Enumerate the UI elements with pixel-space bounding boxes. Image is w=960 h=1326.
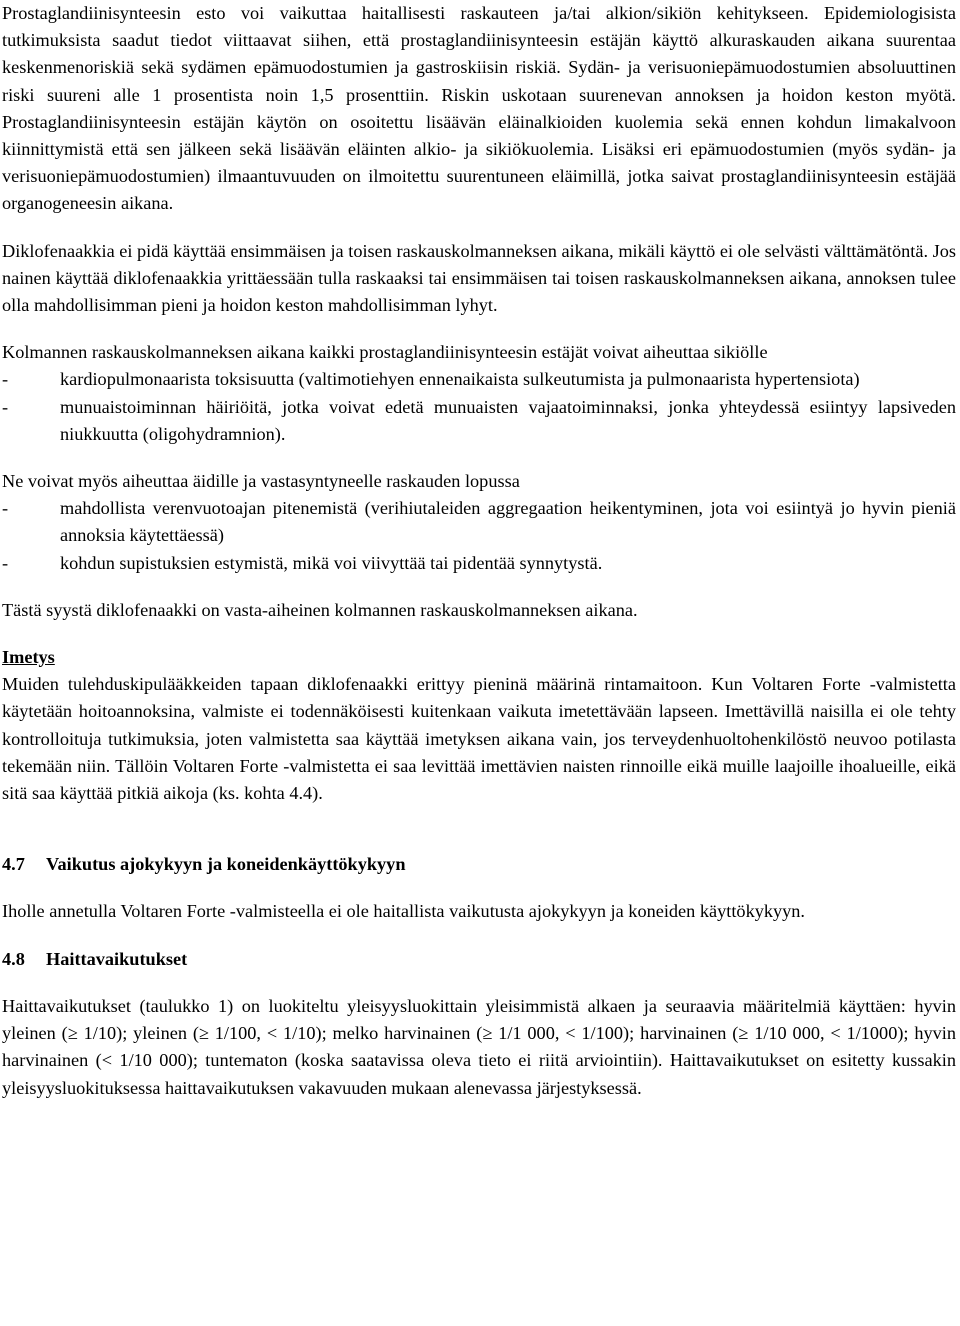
list-item-text: kardiopulmonaarista toksisuutta (valtimotiehyen ennenaikaista sulkeutumista ja pulmonaarista hypertensiota) [60,369,860,390]
first-second-trimester-paragraph: Diklofenaakkia ei pidä käyttää ensimmäisen ja toisen raskauskolmanneksen aikana, mikäli käyttö ei ole selvästi välttämätöntä. Jos nainen käyttää diklofenaakkia yrittäessään tulla raskaaksi tai ensimmäisen tai toisen raskauskolmanneksen aikana, annoksen tulee olla mahdollisimman pieni ja hoidon keston mahdollisimman lyhyt. [2,240,956,316]
section-number: 4.8 [2,948,25,969]
fetal-risk-list [2,366,956,448]
spacer [2,319,956,339]
list-dash: - [2,498,9,519]
pregnancy-paragraph: Prostaglandiinisynteesin esto voi vaikuttaa haitallisesti raskauteen ja/tai alkion/sikiön kehitykseen. Epidemiologisista tutkimuksista saadut tiedot viittaavat siihen, että prostaglandiinisynteesin estäjän käyttö alkuraskauden aikana suurentaa keskenmenoriskiä sekä sydämen epämuodostumien ja gastroskiisin riskiä. Sydän- ja verisuoniepämuodostumien absoluuttinen riski suureni alle 1 prosentista noin 1,5 prosenttiin. Riskin uskotaan suurenevan annoksen ja hoidon keston myötä. Prostaglandiinisynteesin estäjän käytön on osoitettu lisäävän eläinalkioiden kuolemia sekä ennen kohdun limakalvoon kiinnittymistä että sen jälkeen sekä lisäävän eläinten alkio- ja sikiökuolemia. Lisäksi eri epämuodostumien (myös sydän- ja verisuoniepämuodostumien) ilmaantuvuuden on ilmoitettu suurentuneen eläimillä, jotka saivat prostaglandiinisynteesin estäjää organogeneesin aikana. [2,3,956,214]
spacer [2,973,956,993]
section-4-7-heading [2,851,956,878]
breastfeeding-heading: Imetys [2,647,55,668]
list-item [2,495,956,549]
list-item [2,366,956,393]
list-dash: - [2,369,9,390]
driving-paragraph: Iholle annetulla Voltaren Forte -valmisteella ei ole haitallista vaikutusta ajokykyyn ja koneiden käyttökykyyn. [2,901,805,922]
list-item [2,394,956,448]
mother-newborn-intro: Ne voivat myös aiheuttaa äidille ja vastasyntyneelle raskauden lopussa [2,471,520,492]
spacer [2,926,956,946]
breastfeeding-paragraph: Muiden tulehduskipulääkkeiden tapaan diklofenaakki erittyy pieninä määrinä rintamaitoon. Kun Voltaren Forte -valmistetta käytetään hoitoannoksina, valmiste ei todennäköisesti kuitenkaan vaikuta imetettävään lapseen. Imettävillä naisilla ei ole tehty kontrolloituja tutkimuksia, joten valmistetta saa käyttää imetyksen aikana vain, jos terveydenhuoltohenkilöstö neuvoo potilasta tekemään niin. Tällöin Voltaren Forte -valmistetta ei saa levittää imettävien naisten rinnoille eikä muille laajoille ihoalueille, eikä sitä saa käyttää pitkiä aikoja (ks. kohta 4.4). [2,674,956,804]
list-item-text: kohdun supistuksien estymistä, mikä voi viivyttää tai pidentää synnytystä. [60,552,603,573]
section-title: Haittavaikutukset [46,948,188,969]
section-title: Vaikutus ajokykyyn ja koneidenkäyttökykyyn [46,854,406,875]
contraindication-paragraph: Tästä syystä diklofenaakki on vasta-aiheinen kolmannen raskauskolmanneksen aikana. [2,599,638,620]
list-dash: - [2,396,9,417]
list-item [2,550,956,577]
list-item-text: munuaistoiminnan häiriöitä, jotka voivat edetä munuaisten vajaatoiminnaksi, jonka yhteydessä esiintyy lapsiveden niukkuutta (oligohydramnion). [60,396,956,444]
section-4-8-heading [2,946,956,973]
spacer [2,218,956,238]
spacer [2,448,956,468]
third-trimester-intro: Kolmannen raskauskolmanneksen aikana kaikki prostaglandiinisynteesin estäjät voivat aiheuttaa sikiölle [2,342,768,363]
list-item-text: mahdollista verenvuotoajan pitenemistä (verihiutaleiden aggregaation heikentyminen, jota voi esiintyä jo hyvin pieniä annoksia käytettäessä) [60,498,956,546]
list-dash: - [2,552,9,573]
adverse-effects-paragraph: Haittavaikutukset (taulukko 1) on luokiteltu yleisyysluokittain yleisimmistä alkaen ja seuraavia määritelmiä käyttäen: hyvin yleinen (≥ 1/10); yleinen (≥ 1/100, < 1/10); melko harvinainen (≥ 1/1 000, < 1/100); harvinainen (≥ 1/10 000, < 1/1000); hyvin harvinainen (< 1/10 000); tuntematon (koska saatavissa oleva tieto ei riitä arviointiin). Haittavaikutukset on esitetty kussakin yleisyysluokituksessa haittavaikutuksen vakavuuden mukaan alenevassa järjestyksessä. [2,995,956,1098]
spacer [2,577,956,597]
spacer [2,624,956,644]
document-page [2,0,956,1102]
spacer [2,807,956,851]
section-number: 4.7 [2,854,25,875]
maternal-risk-list [2,495,956,577]
spacer [2,878,956,898]
